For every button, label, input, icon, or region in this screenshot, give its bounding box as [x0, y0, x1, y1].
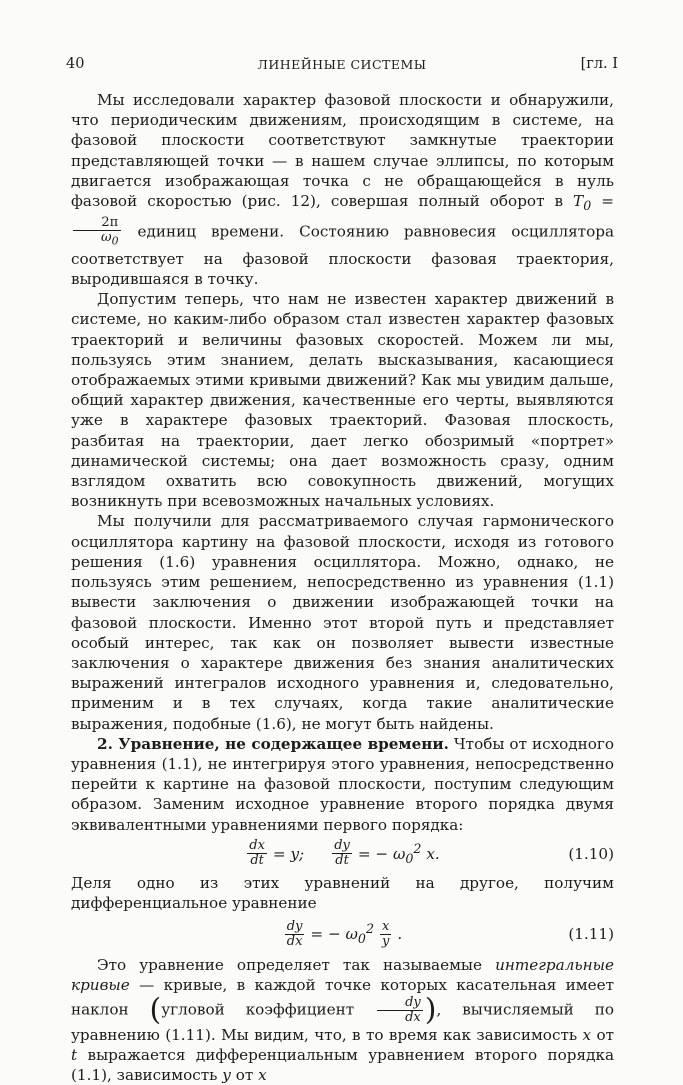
period-symbol: $T_0$ — [573, 192, 592, 214]
equation-number: (1.10) — [568, 844, 614, 863]
equals-sign: = — [591, 192, 614, 211]
paragraph-5: Деля одно из этих уравнений на другое, получим дифференциальное уравнение — [71, 873, 614, 912]
section-heading: 2. Уравнение, не содержащее времени. — [97, 734, 449, 753]
section-reference: [гл. I — [580, 56, 618, 72]
fraction-dy-dx: $\frac{dy}{dx}$ — [286, 918, 303, 949]
equation-number: (1.11) — [568, 925, 614, 944]
equation-1-11: $\frac{dy}{dx}$ = − $\omega_0^2$ $\frac{x}{y}$ . (1.11) — [286, 918, 614, 949]
page-number: 40 — [66, 56, 85, 72]
paragraph-text: Чтобы от исходного уравнения (1.1), не интегрируя этого уравнения, непосредственно перейти к картине на фазовой плоскости, поступим следующим образом. Заменим исходное уравнение второго порядка двумя эквивалентными уравнениями первого порядка: — [71, 734, 615, 834]
italic-term: интегральные кривые — [71, 956, 615, 995]
fraction-dy-dt: $\frac{dy}{dt}$ — [334, 838, 350, 869]
fraction-dy-dx-inline: $\frac{dy}{dx}$ — [377, 996, 423, 1025]
page-body — [71, 90, 614, 1085]
paragraph-4 — [71, 734, 614, 835]
paragraph-2: Допустим теперь, что нам не известен характер движений в системе, но каким-либо образом стал известен характер фазовых траекторий и величины фазовых скоростей. Можем ли мы, пользуясь этим знанием, делать высказывания, касающиеся отображаемых этими кривыми движений? Как мы увидим дальше, общий характер движения, качественные его черты, выявляются уже в характере фазовых траекторий. Фазовая плоскость, разбитая на траектории, дает легко обозримый «портрет» динамической системы; она дает возможность сразу, одним взглядом охватить всю совокупность движений, могущих возникнуть при всевозможных начальных условиях. — [71, 290, 614, 511]
paragraph-1 — [71, 90, 614, 289]
equation-1-10: $\frac{dx}{dt}$ = y; $\frac{dy}{dt}$ = − $\omega_0^2$ x. (1.10) — [249, 838, 614, 869]
running-title: ЛИНЕЙНЫЕ СИСТЕМЫ — [257, 57, 427, 72]
fraction-x-y: $\frac{x}{y}$ — [382, 918, 390, 949]
page-header — [66, 56, 618, 78]
fraction-dx-dt: $\frac{dx}{dt}$ — [249, 838, 265, 869]
paragraph-text: единиц времени. Состоянию равновесия осциллятора соответствует на фазовой плоскости фазовая траектория, выродившаяся в точку. — [71, 222, 614, 289]
paragraph-text: Мы исследовали характер фазовой плоскости и обнаружили, что периодическим движениям, происходящим в системе, на фазовой плоскости соответствуют замкнутые траектории представляющей точки — в нашем случае эллипсы, по которым двигается изображающая точка с не обращающейся в нуль фазовой скоростью (рис. 12), совершая полный оборот в — [71, 91, 614, 211]
period-fraction: $\frac{2\pi}{\omega_0}$ — [73, 216, 121, 249]
paragraph-6: Это уравнение определяет так называемые интегральные кривые — кривые, в каждой точке которых касательная имеет наклон (угловой коэффициент $\frac{dy}{dx}$ ), вычисляемый по уравнению (1.11). Мы видим, что, в то время как зависимость x от t выражается дифференциальным уравнением второго порядка (1.1), зависимость y от x — [71, 956, 615, 1084]
paragraph-3: Мы получили для рассматриваемого случая гармонического осциллятора картину на фазовой плоскости, исходя из готового решения (1.6) уравнения осциллятора. Можно, однако, не пользуясь этим решением, непосредственно из уравнения (1.1) вывести заключения о движении изображающей точки на фазовой плоскости. Именно этот второй путь и представляет особый интерес, так как он позволяет вывести известные заключения о характере движения без знания аналитических выражений интегралов исходного уравнения и, следовательно, применим и в тех случаях, когда такие аналитические выражения, подобные (1.6), не могут быть найдены. — [71, 512, 614, 733]
